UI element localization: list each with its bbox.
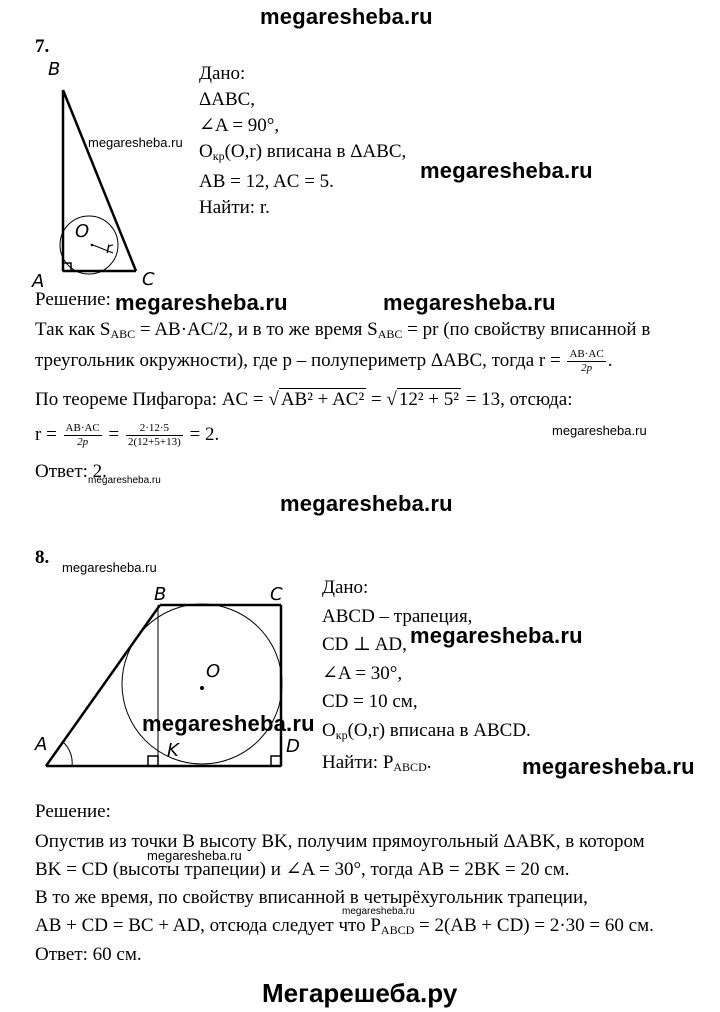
- watermark-big: megaresheba.ru: [383, 290, 556, 315]
- p8-label-k: K: [167, 740, 179, 761]
- watermark-small: megaresheba.ru: [147, 848, 242, 863]
- p7-given-triangle: ΔABC,: [199, 89, 256, 110]
- p8-label-b: B: [154, 584, 167, 605]
- problem8-number: 8.: [35, 547, 50, 568]
- p8-solution-title: Решение:: [35, 801, 111, 822]
- p8-solution-line3: В то же время, по свойству вписанной в четырёхугольник трапеции,: [35, 887, 588, 908]
- p8-given-l1: ABCD – трапеция,: [322, 605, 473, 627]
- p7-center-dot: [91, 244, 94, 247]
- p8-incircle: [122, 604, 282, 764]
- p8-right-angle-k: [148, 756, 158, 766]
- p8-angle-a-arc: [63, 742, 72, 766]
- p8-side-ab: [46, 605, 160, 766]
- problem7-number: 7.: [35, 36, 50, 57]
- p8-solution-line1: Опустив из точки B высоту BK, получим прямоугольный ΔABK, в котором: [35, 831, 645, 852]
- p7-given-sides: AB = 12, AC = 5.: [199, 171, 334, 192]
- watermark-small: megaresheba.ru: [62, 560, 157, 575]
- footer-site: Мегарешеба.ру: [262, 978, 458, 1008]
- p8-label-d: D: [286, 736, 300, 757]
- p7-given-angle: ∠A = 90°,: [199, 115, 280, 136]
- p8-solution-line2: BK = CD (высоты трапеции) и ∠A = 30°, тогда AB = 2BK = 20 см.: [35, 859, 570, 880]
- p8-label-a: A: [35, 734, 48, 755]
- watermark-big: megaresheba.ru: [410, 623, 583, 648]
- p7-solution-line4: r = $\frac{AB\cdot AC}{2p}$ = $\frac{2\cdot 12\cdot 5}{2(12+5+13)}$ = 2.: [35, 422, 220, 448]
- watermark-big: megaresheba.ru: [115, 290, 288, 315]
- p7-side-bc: [63, 90, 136, 271]
- p8-solution-line4: AB + CD = BC + AD, отсюда следует что $P_{ABCD} = 2(AB + CD) = 2\cdot 30 = 60$ см.: [35, 915, 654, 937]
- p8-label-o: O: [206, 661, 221, 682]
- problem8-figure: [30, 570, 310, 775]
- problem7-figure: [30, 55, 170, 290]
- p8-given-l5: $O_{кр}(O,r)$ вписана в ABCD.: [322, 719, 531, 742]
- watermark-big: megaresheba.ru: [420, 158, 593, 183]
- p7-solution-line2: треугольник окружности), где p – полупериметр ΔABC, тогда r = $\frac{AB\cdot AC}{2p}$ .: [35, 348, 613, 374]
- p8-answer: Ответ: 60 см.: [35, 944, 142, 965]
- watermark-small: megaresheba.ru: [552, 423, 647, 438]
- watermark-small: megaresheba.ru: [88, 475, 161, 486]
- p8-label-c: C: [270, 584, 283, 605]
- p8-given-l3: ∠A = 30°,: [322, 662, 403, 684]
- p7-label-c: C: [142, 269, 155, 290]
- p7-given: [199, 62, 406, 220]
- p7-label-r: r: [106, 239, 113, 257]
- p7-given-find: Найти: r.: [199, 197, 270, 218]
- p7-solution-title: Решение:: [35, 289, 111, 310]
- p8-given-l2: CD ⊥ AD,: [322, 634, 407, 655]
- p8-given-l4: CD = 10 см,: [322, 691, 418, 712]
- header-site: megaresheba.ru: [260, 4, 433, 29]
- watermark-big: megaresheba.ru: [280, 491, 453, 516]
- p8-given-title: Дано:: [322, 577, 369, 598]
- watermark-big: megaresheba.ru: [142, 711, 315, 736]
- watermark-small: megaresheba.ru: [88, 135, 183, 150]
- p8-right-angle-d: [271, 756, 281, 766]
- p8-given-l6: Найти: $P_{ABCD}$.: [322, 752, 432, 774]
- watermark-small: megaresheba.ru: [342, 906, 415, 917]
- p7-given-circle: $O_{кр}(O,r)$ вписана в ΔABC,: [199, 141, 407, 163]
- p7-solution-line3: По теореме Пифагора: AC = √ AB² + AC² = √ 12² + 5² = 13, отсюда:: [35, 389, 573, 410]
- p7-label-b: B: [48, 59, 61, 80]
- p7-answer: Ответ: 2.: [35, 461, 107, 482]
- p7-given-title: Дано:: [199, 63, 246, 84]
- p7-label-o: O: [75, 221, 90, 242]
- p7-solution-line1: Так как $S_{ABC} = AB\cdot AC/2$, и в то же время $S_{ABC}$ = pr (по свойству вписанной в: [35, 319, 651, 341]
- p7-label-a: A: [32, 271, 45, 290]
- p7-fraction-r: $\frac{AB\cdot AC}{2p}$: [569, 348, 604, 374]
- p8-given: [322, 574, 531, 782]
- p8-center-dot: [200, 686, 204, 690]
- watermark-big: megaresheba.ru: [522, 754, 695, 779]
